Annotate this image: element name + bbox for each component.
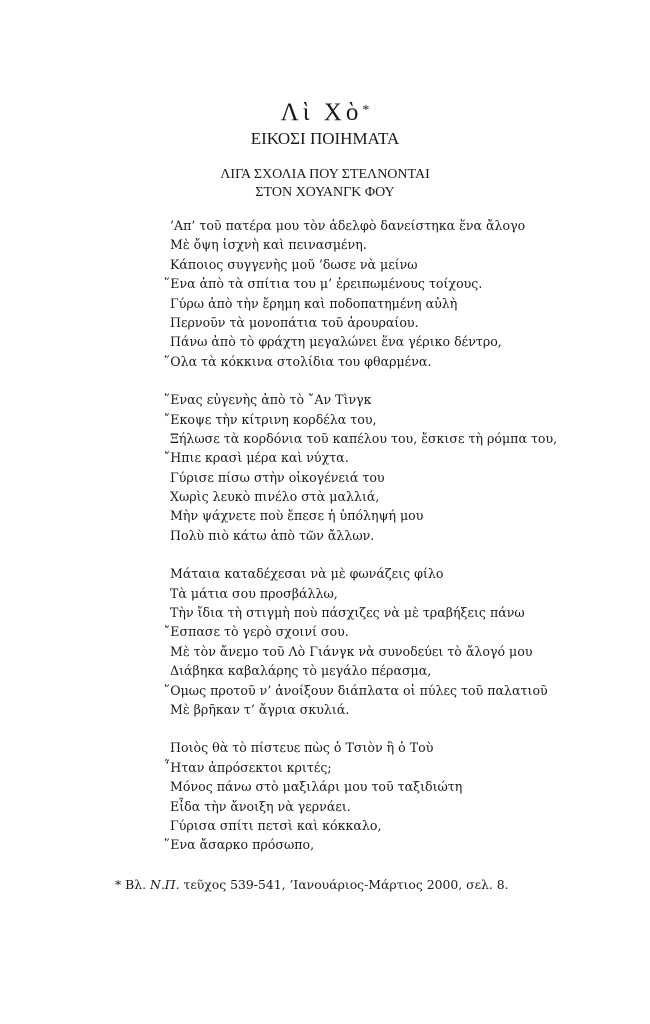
verse-line: Μὴν ψάχνετε ποὺ ἔπεσε ἡ ὑπόληψή μου	[170, 508, 424, 524]
verse-line: ῞Ενα ἄσαρκο πρόσωπο,	[164, 837, 315, 853]
poem-title	[0, 166, 650, 202]
collection-title: ΕΙΚΟΣΙ ΠΟΙΗΜΑΤΑ	[250, 129, 400, 148]
verse-line: Πάνω ἀπὸ τὸ φράχτη μεγαλώνει ἕνα γέρικο δέντρο,	[170, 334, 502, 350]
verse-line: Μάταια καταδέχεσαι νὰ μὲ φωνάζεις φίλο	[170, 566, 444, 582]
verse-line: Μὲ βρῆκαν τ’ ἄγρια σκυλιά.	[170, 701, 350, 717]
verse-line: Γύρω ἀπὸ τὴν ἔρημη καὶ ποδοπατημένη αὐλὴ	[170, 295, 458, 311]
stanza	[164, 390, 640, 545]
verse-line: Γύρισε πίσω στὴν οἰκογένειά του	[170, 469, 385, 485]
footnote-details: τεῦχος 539-541, ’Ιανουάριος-Μάρτιος 2000, σελ. 8.	[183, 877, 509, 892]
poem-title-line: ΛΙΓΑ ΣΧΟΛΙΑ ΠΟΥ ΣΤΕΛΝΟΝΤΑΙ	[220, 167, 430, 182]
verse-line: Εἶδα τὴν ἄνοιξη νὰ γερνάει.	[170, 798, 351, 814]
verse-line: ῞Ομως προτοῦ ν’ ἀνοίξουν διάπλατα οἱ πύλες τοῦ παλατιοῦ	[164, 682, 548, 698]
verse-line: Διάβηκα καβαλάρης τὸ μεγάλο πέρασμα,	[170, 663, 432, 679]
footnote	[115, 876, 509, 894]
author-name	[0, 98, 650, 128]
verse-line: ’Απ’ τοῦ πατέρα μου τὸν ἀδελφὸ δανείστηκα ἕνα ἄλογο	[170, 218, 526, 233]
stanza	[164, 738, 640, 854]
stanza	[164, 564, 640, 719]
verse-line: ῎Εσπασε τὸ γερὸ σχοινί σου.	[164, 624, 349, 640]
verse-line: Τὰ μάτια σου προσβάλλω,	[170, 585, 338, 601]
verse-line: Κάποιος συγγενὴς μοῦ ’δωσε νὰ μείνω	[170, 256, 418, 272]
verse-line: Μόνος πάνω στὸ μαξιλάρι μου τοῦ ταξιδιώτη	[170, 779, 463, 795]
verse-line: Ξήλωσε τὰ κορδόνια τοῦ καπέλου του, ἔσκισε τὴ ρόμπα του,	[170, 430, 558, 446]
verse-line: ῏Ηταν ἀπρόσεκτοι κριτές;	[164, 759, 332, 775]
verse-line: ῞Ενας εὐγενὴς ἀπὸ τὸ ῎Αν Τὶνγκ	[164, 392, 372, 408]
verse-line: ῎Εκοψε τὴν κίτρινη κορδέλα του,	[164, 411, 377, 427]
stanza	[164, 216, 640, 371]
author-name-text: Λὶ Χὸ	[280, 99, 363, 126]
footnote-marker-text: * Βλ.	[115, 877, 147, 892]
verse-line: Περνοῦν τὰ μονοπάτια τοῦ ἀρουραίου.	[170, 314, 419, 330]
verse-line: Τὴν ἴδια τὴ στιγμὴ ποὺ πάσχιζες νὰ μὲ τραβήξεις πάνω	[170, 605, 525, 621]
verse-line: Γύρισα σπίτι πετσὶ καὶ κόκκαλο,	[170, 817, 382, 833]
poem-title-line: ΣΤΟΝ ΧΟΥΑΝΓΚ ΦΟΥ	[255, 185, 395, 200]
verse-line: Μὲ ὄψη ἰσχνὴ καὶ πεινασμένη.	[170, 237, 367, 253]
verse-line: Χωρὶς λευκὸ πινέλο στὰ μαλλιά,	[170, 489, 380, 505]
verse-line: ῞Ενα ἀπὸ τὰ σπίτια του μ’ ἐρειπωμένους τοίχους.	[164, 276, 483, 292]
poem-body	[164, 216, 640, 874]
footnote-source: Ν.Π.	[149, 877, 180, 892]
verse-line: ῞Ολα τὰ κόκκινα στολίδια του φθαρμένα.	[164, 353, 432, 369]
verse-line: Μὲ τὸν ἄνεμο τοῦ Λὸ Γιάνγκ νὰ συνοδεύει τὸ ἄλογό μου	[170, 643, 533, 659]
verse-line: ῎Ηπιε κρασὶ μέρα καὶ νύχτα.	[164, 450, 349, 466]
verse-line: Ποιὸς θὰ τὸ πίστευε πὼς ὁ Τσιὸν ἢ ὁ Τοὺ	[170, 740, 434, 756]
verse-line: Πολὺ πιὸ κάτω ἀπὸ τῶν ἄλλων.	[170, 527, 375, 543]
footnote-marker: *	[362, 103, 370, 118]
